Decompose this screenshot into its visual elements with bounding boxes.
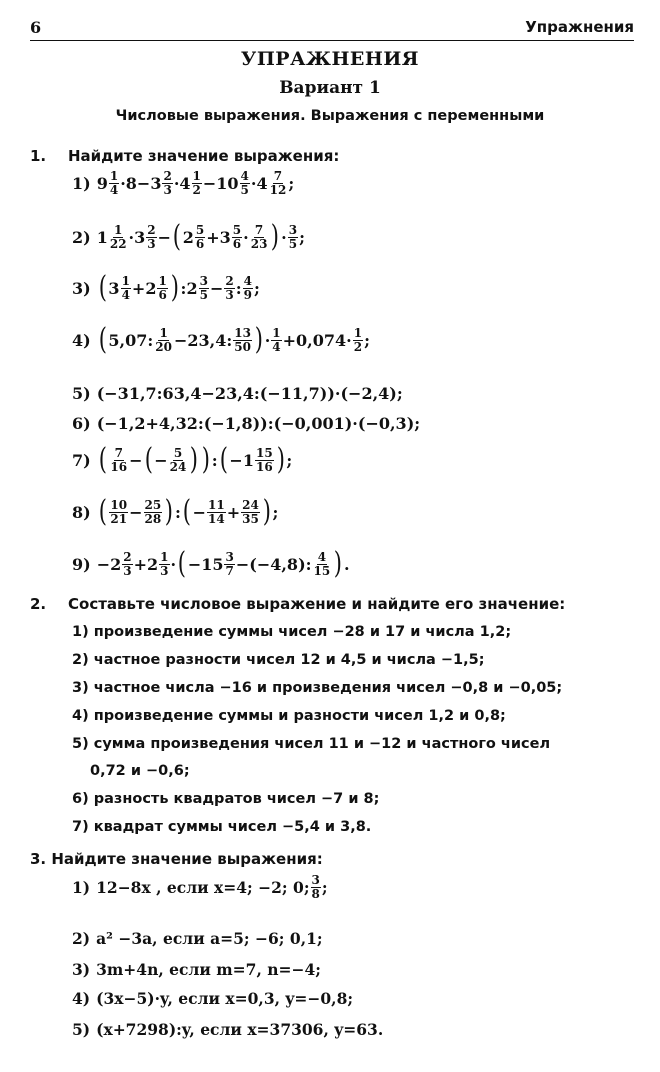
expr-text: − — [157, 227, 172, 247]
fraction: $\frac{3}{7}$ — [225, 549, 234, 578]
expr-text: · — [264, 330, 271, 350]
expr-text: −1 — [229, 450, 254, 470]
expr-text: ; — [253, 278, 260, 298]
bracket: ( — [144, 442, 153, 477]
bracket: ( — [182, 494, 191, 529]
bracket: ( — [177, 546, 187, 581]
item-label: 7) — [72, 450, 91, 470]
bracket: ) — [201, 442, 211, 477]
expr-text: ; — [286, 450, 293, 470]
expr-text: (3x−5)·y, если x=0,3, y=−0,8; — [96, 988, 354, 1008]
fraction: $\frac{1}{2}$ — [192, 168, 201, 197]
bracket: ) — [164, 494, 174, 529]
variant-title: Вариант 1 — [279, 78, 381, 98]
expr-text: −2 — [96, 554, 122, 574]
page-header — [30, 18, 634, 41]
expr-text: :2 — [180, 278, 198, 298]
item-label: 2) — [72, 928, 91, 948]
bracket: ) — [271, 219, 280, 254]
task-3-prompt: Найдите значение выражения: — [51, 850, 323, 868]
fraction: $\frac{1}{3}$ — [160, 549, 169, 578]
expr-text: (−31,7:63,4−23,4:(−11,7))·(−2,4); — [96, 383, 403, 403]
expr-text: 5,07: — [108, 330, 154, 350]
bracket: ( — [98, 494, 107, 529]
expr-text: 1 — [96, 227, 108, 247]
expr-text: − — [154, 450, 168, 470]
running-title: Упражнения — [525, 18, 634, 36]
expr-text: + — [226, 502, 241, 522]
task-2-prompt: Составьте числовое выражение и найдите его значение: — [68, 595, 566, 613]
fraction: $\frac{3}{8}$ — [311, 872, 320, 901]
expr-text: − — [192, 502, 206, 522]
expr-text: ; — [364, 330, 370, 350]
expr-text: : — [211, 450, 218, 470]
fraction: $\frac{25}{28}$ — [144, 497, 162, 526]
item-label: 4) — [72, 330, 91, 350]
task-2-item: 3) частное числа −16 и произведения чисел −0,8 и −0,05; — [72, 680, 563, 696]
bracket: ) — [190, 442, 199, 477]
fraction: $\frac{2}{3}$ — [163, 168, 172, 197]
expr-text: . — [343, 554, 350, 574]
expr-text: − — [129, 502, 143, 522]
expr-text: a² −3a, если a=5; −6; 0,1; — [96, 928, 323, 948]
fraction: $\frac{1}{4}$ — [121, 273, 130, 302]
expr-text: ·3 — [128, 227, 146, 247]
item-label: 4) — [72, 988, 91, 1008]
task-2-item: 1) произведение суммы чисел −28 и 17 и числа 1,2; — [72, 624, 512, 640]
bracket: ( — [219, 442, 228, 477]
bracket: ) — [254, 322, 263, 357]
task-2-item: 6) разность квадратов чисел −7 и 8; — [72, 791, 380, 807]
task-2-number: 2. — [30, 595, 47, 613]
fraction: $\frac{7}{16}$ — [110, 445, 128, 474]
fraction: $\frac{3}{5}$ — [288, 222, 298, 251]
fraction: $\frac{1}{22}$ — [109, 222, 127, 251]
task-1-item — [72, 219, 305, 255]
task-1-item — [72, 322, 370, 358]
task-3-number: 3. — [30, 850, 47, 868]
fraction: $\frac{2}{3}$ — [147, 222, 156, 251]
expr-text: ; — [299, 227, 305, 247]
task-2-item: 7) квадрат суммы чисел −5,4 и 3,8. — [72, 819, 372, 835]
expr-text: 3 — [108, 278, 120, 298]
item-label: 3) — [72, 959, 91, 979]
fraction: $\frac{3}{5}$ — [199, 273, 208, 302]
bracket: ) — [170, 270, 179, 305]
task-1-item — [72, 165, 294, 201]
item-label: 6) — [72, 413, 91, 433]
fraction: $\frac{4}{15}$ — [313, 549, 331, 578]
expr-text: − — [209, 278, 224, 298]
fraction: $\frac{10}{21}$ — [110, 497, 128, 526]
bracket: ( — [98, 442, 107, 477]
fraction: $\frac{5}{24}$ — [169, 445, 187, 474]
expr-text: (−1,2+4,32:(−1,8)):(−0,001)·(−0,3); — [96, 413, 421, 433]
item-label: 5) — [72, 383, 91, 403]
fraction: $\frac{7}{23}$ — [250, 222, 268, 251]
section-title: Числовые выражения. Выражения с переменными — [115, 108, 545, 124]
task-2-item: 5) сумма произведения чисел 11 и −12 и частного чисел — [72, 736, 551, 752]
task-2-item: 2) частное разности чисел 12 и 4,5 и числа −1,5; — [72, 652, 485, 668]
expr-text: +0,074· — [282, 330, 352, 350]
task-1-item — [72, 405, 420, 441]
expr-text: 2 — [182, 227, 194, 247]
task-1-item — [72, 270, 260, 306]
item-label: 5) — [72, 1019, 91, 1039]
fraction: $\frac{1}{20}$ — [155, 325, 172, 354]
bracket: ) — [334, 546, 343, 581]
fraction: $\frac{11}{14}$ — [207, 497, 225, 526]
fraction: $\frac{5}{6}$ — [195, 222, 205, 251]
fraction: $\frac{2}{3}$ — [225, 273, 234, 302]
expr-text: ·4 — [173, 173, 191, 193]
bracket: ( — [98, 322, 107, 357]
expr-text: · — [281, 227, 287, 247]
fraction: $\frac{1}{6}$ — [158, 273, 167, 302]
fraction: $\frac{15}{16}$ — [255, 445, 273, 474]
expr-text: +2 — [131, 278, 157, 298]
item-label: 1) — [72, 173, 91, 193]
expr-text: +3 — [206, 227, 231, 247]
fraction: $\frac{1}{4}$ — [109, 168, 119, 197]
expr-text: 9 — [96, 173, 108, 193]
expr-text: −(−4,8): — [235, 554, 312, 574]
task-3-item — [72, 1012, 383, 1046]
fraction: $\frac{24}{35}$ — [242, 497, 259, 526]
bracket: ) — [262, 494, 271, 529]
expr-text: ·8−3 — [120, 173, 162, 193]
expr-text: 3m+4n, если m=7, n=−4; — [96, 959, 321, 979]
item-label: 2) — [72, 227, 91, 247]
task-2-item: 4) произведение суммы и разности чисел 1,2 и 0,8; — [72, 708, 506, 724]
fraction: $\frac{1}{4}$ — [272, 325, 281, 354]
item-label: 1) — [72, 877, 91, 897]
expr-text: ; — [288, 173, 295, 193]
task-1-item — [72, 546, 350, 582]
fraction: $\frac{1}{2}$ — [353, 325, 363, 354]
item-label: 3) — [72, 278, 91, 298]
bracket: ( — [98, 270, 107, 305]
expr-text: −15 — [187, 554, 224, 574]
expr-text: −23,4: — [174, 330, 233, 350]
task-2-heading — [30, 595, 565, 613]
task-3-item — [72, 981, 353, 1015]
expr-text: ·4 — [250, 173, 268, 193]
task-1-number: 1. — [30, 147, 47, 165]
expr-text: : — [235, 278, 242, 298]
task-3-item — [72, 870, 328, 904]
bracket: ( — [172, 219, 181, 254]
item-label: 8) — [72, 502, 91, 522]
expr-text: · — [170, 554, 177, 574]
page-title: УПРАЖНЕНИЯ — [240, 48, 420, 70]
task-1-item — [72, 494, 278, 530]
task-3-item — [72, 921, 323, 955]
task-1-heading — [30, 147, 339, 165]
expr-text: ; — [321, 877, 328, 897]
page-number: 6 — [30, 18, 42, 37]
expr-text: 12−8x , если x=4; −2; 0; — [96, 877, 310, 897]
bracket: ) — [276, 442, 285, 477]
expr-text: − — [129, 450, 143, 470]
expr-text: (x+7298):y, если x=37306, y=63. — [96, 1019, 384, 1039]
fraction: $\frac{4}{5}$ — [240, 168, 249, 197]
task-1-item — [72, 442, 292, 478]
expr-text: : — [174, 502, 181, 522]
task-3-heading — [30, 850, 323, 868]
expr-text: ; — [272, 502, 279, 522]
fraction: $\frac{2}{3}$ — [123, 549, 132, 578]
fraction: $\frac{13}{50}$ — [234, 325, 251, 354]
expr-text: +2 — [133, 554, 159, 574]
task-1-prompt: Найдите значение выражения: — [68, 147, 340, 165]
task-2-item: 0,72 и −0,6; — [90, 763, 190, 779]
fraction: $\frac{4}{9}$ — [243, 273, 252, 302]
expr-text: · — [243, 227, 249, 247]
expr-text: −10 — [202, 173, 239, 193]
fraction: $\frac{5}{6}$ — [232, 222, 242, 251]
item-label: 9) — [72, 554, 91, 574]
fraction: $\frac{7}{12}$ — [269, 168, 287, 197]
